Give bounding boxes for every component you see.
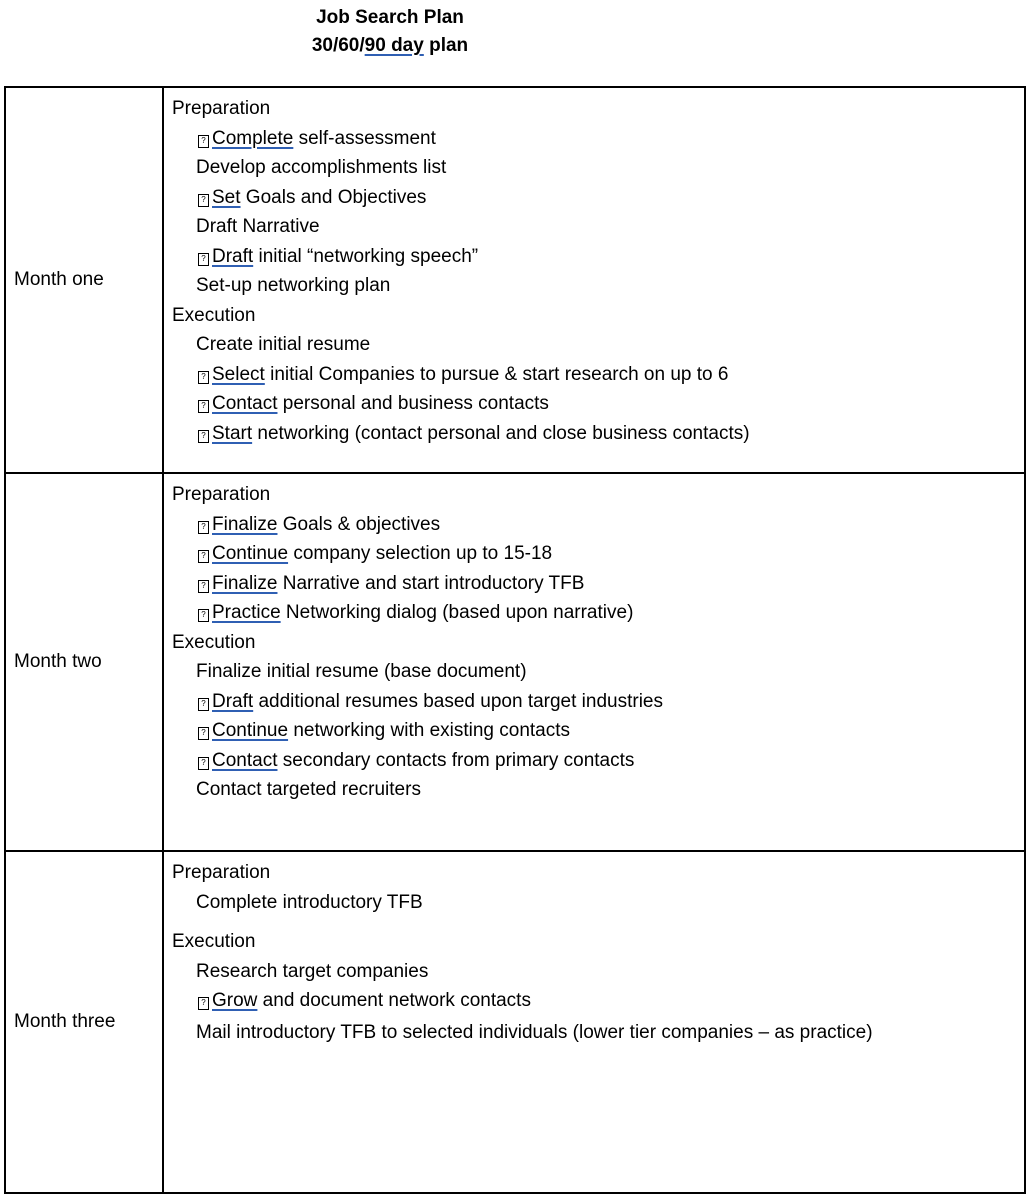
checklist-item: [172, 271, 1024, 301]
checklist-item: [172, 957, 1024, 987]
item-text: initial Companies to pursue & start research on up to 6: [264, 363, 729, 385]
item-verb: Complete: [212, 127, 294, 149]
item-text: personal and business contacts: [277, 393, 549, 414]
checklist-item: [172, 242, 1024, 272]
item-text: additional resumes based upon target industries: [253, 690, 663, 712]
checklist-item: [172, 657, 1024, 687]
checklist-item: [172, 746, 1024, 776]
document-title: Job Search Plan: [316, 7, 464, 28]
item-text: Draft Narrative: [196, 216, 320, 237]
checkbox-icon: ?: [198, 727, 209, 740]
item-verb: Start: [212, 422, 253, 444]
preparation-heading: Preparation: [172, 484, 271, 505]
checklist-item: [172, 330, 1024, 360]
item-verb: Contact: [212, 393, 278, 414]
month-label: Month one: [5, 87, 163, 473]
checkbox-icon: ?: [198, 997, 209, 1010]
checklist-item: [172, 687, 1024, 717]
checklist-item: [172, 183, 1024, 213]
item-text: networking with existing contacts: [288, 720, 571, 741]
title-block: [0, 4, 780, 60]
item-text: Goals and Objectives: [240, 186, 427, 208]
checklist-item: [172, 419, 1024, 449]
checklist-item: [172, 389, 1024, 419]
item-verb: Draft: [212, 690, 254, 712]
item-text: Finalize initial resume (base document): [196, 661, 527, 682]
item-text: and document network contacts: [257, 990, 531, 1011]
subtitle-suffix: plan: [423, 35, 469, 56]
checkbox-icon: ?: [198, 371, 209, 384]
checklist-item: [172, 153, 1024, 183]
month-label: Month three: [5, 851, 163, 1193]
checklist-item: [172, 569, 1024, 599]
item-verb: Grow: [212, 990, 258, 1011]
month-row: [5, 473, 1025, 851]
checkbox-icon: ?: [198, 253, 209, 266]
checkbox-icon: ?: [198, 194, 209, 207]
checklist-item: [172, 1016, 916, 1049]
checkbox-icon: ?: [198, 521, 209, 534]
month-label: Month two: [5, 473, 163, 851]
checklist-item: [172, 888, 1024, 918]
item-verb: Finalize: [212, 513, 278, 535]
item-text: Set-up networking plan: [196, 275, 391, 296]
checklist-item: [172, 775, 1024, 805]
checkbox-icon: ?: [198, 550, 209, 563]
month-row: [5, 851, 1025, 1193]
execution-heading: Execution: [172, 631, 256, 653]
section-gap: [172, 917, 1024, 927]
item-verb: Continue: [212, 720, 289, 741]
checklist-item: [172, 986, 1024, 1016]
item-verb: Select: [212, 363, 265, 385]
checklist-item: [172, 510, 1024, 540]
item-text: networking (contact personal and close business contacts): [252, 422, 750, 444]
item-text: initial “networking speech”: [253, 245, 479, 267]
checklist-item: [172, 598, 1024, 628]
item-text: secondary contacts from primary contacts: [277, 749, 635, 771]
item-verb: Draft: [212, 245, 254, 267]
checkbox-icon: ?: [198, 757, 209, 770]
checkbox-icon: ?: [198, 135, 209, 148]
preparation-heading: Preparation: [172, 98, 271, 119]
preparation-heading: Preparation: [172, 862, 271, 883]
item-text: Develop accomplishments list: [196, 157, 447, 178]
month-content: [163, 473, 1025, 851]
item-text: Networking dialog (based upon narrative): [280, 602, 634, 623]
item-verb: Continue: [212, 543, 289, 564]
execution-heading: Execution: [172, 304, 256, 326]
item-text: Complete introductory TFB: [196, 891, 423, 913]
item-verb: Practice: [212, 602, 281, 623]
item-text: Goals & objectives: [277, 513, 441, 535]
item-text: self-assessment: [293, 127, 436, 149]
document-subtitle: [0, 32, 780, 60]
checkbox-icon: ?: [198, 609, 209, 622]
item-text: company selection up to 15-18: [288, 543, 553, 564]
item-text: Mail introductory TFB to selected individuals (lower tier companies – as practice): [196, 1021, 873, 1043]
item-text: Narrative and start introductory TFB: [277, 572, 585, 594]
checkbox-icon: ?: [198, 430, 209, 443]
item-text: Create initial resume: [196, 334, 371, 355]
item-verb: Contact: [212, 749, 278, 771]
subtitle-squiggle: 90 day: [364, 35, 424, 56]
item-verb: Set: [212, 186, 241, 208]
checkbox-icon: ?: [198, 580, 209, 593]
checklist-item: [172, 716, 1024, 746]
subtitle-prefix: 30/60/: [311, 35, 365, 56]
checklist-item: [172, 212, 1024, 242]
checklist-item: [172, 124, 1024, 154]
item-text: Research target companies: [196, 960, 429, 982]
plan-table: [4, 86, 1026, 1194]
checklist-item: [172, 360, 1024, 390]
execution-heading: Execution: [172, 931, 256, 952]
month-row: [5, 87, 1025, 473]
item-text: Contact targeted recruiters: [196, 779, 421, 800]
item-verb: Finalize: [212, 572, 278, 594]
checklist-item: [172, 539, 1024, 569]
checkbox-icon: ?: [198, 400, 209, 413]
month-content: [163, 87, 1025, 473]
checkbox-icon: ?: [198, 698, 209, 711]
month-content: [163, 851, 1025, 1193]
